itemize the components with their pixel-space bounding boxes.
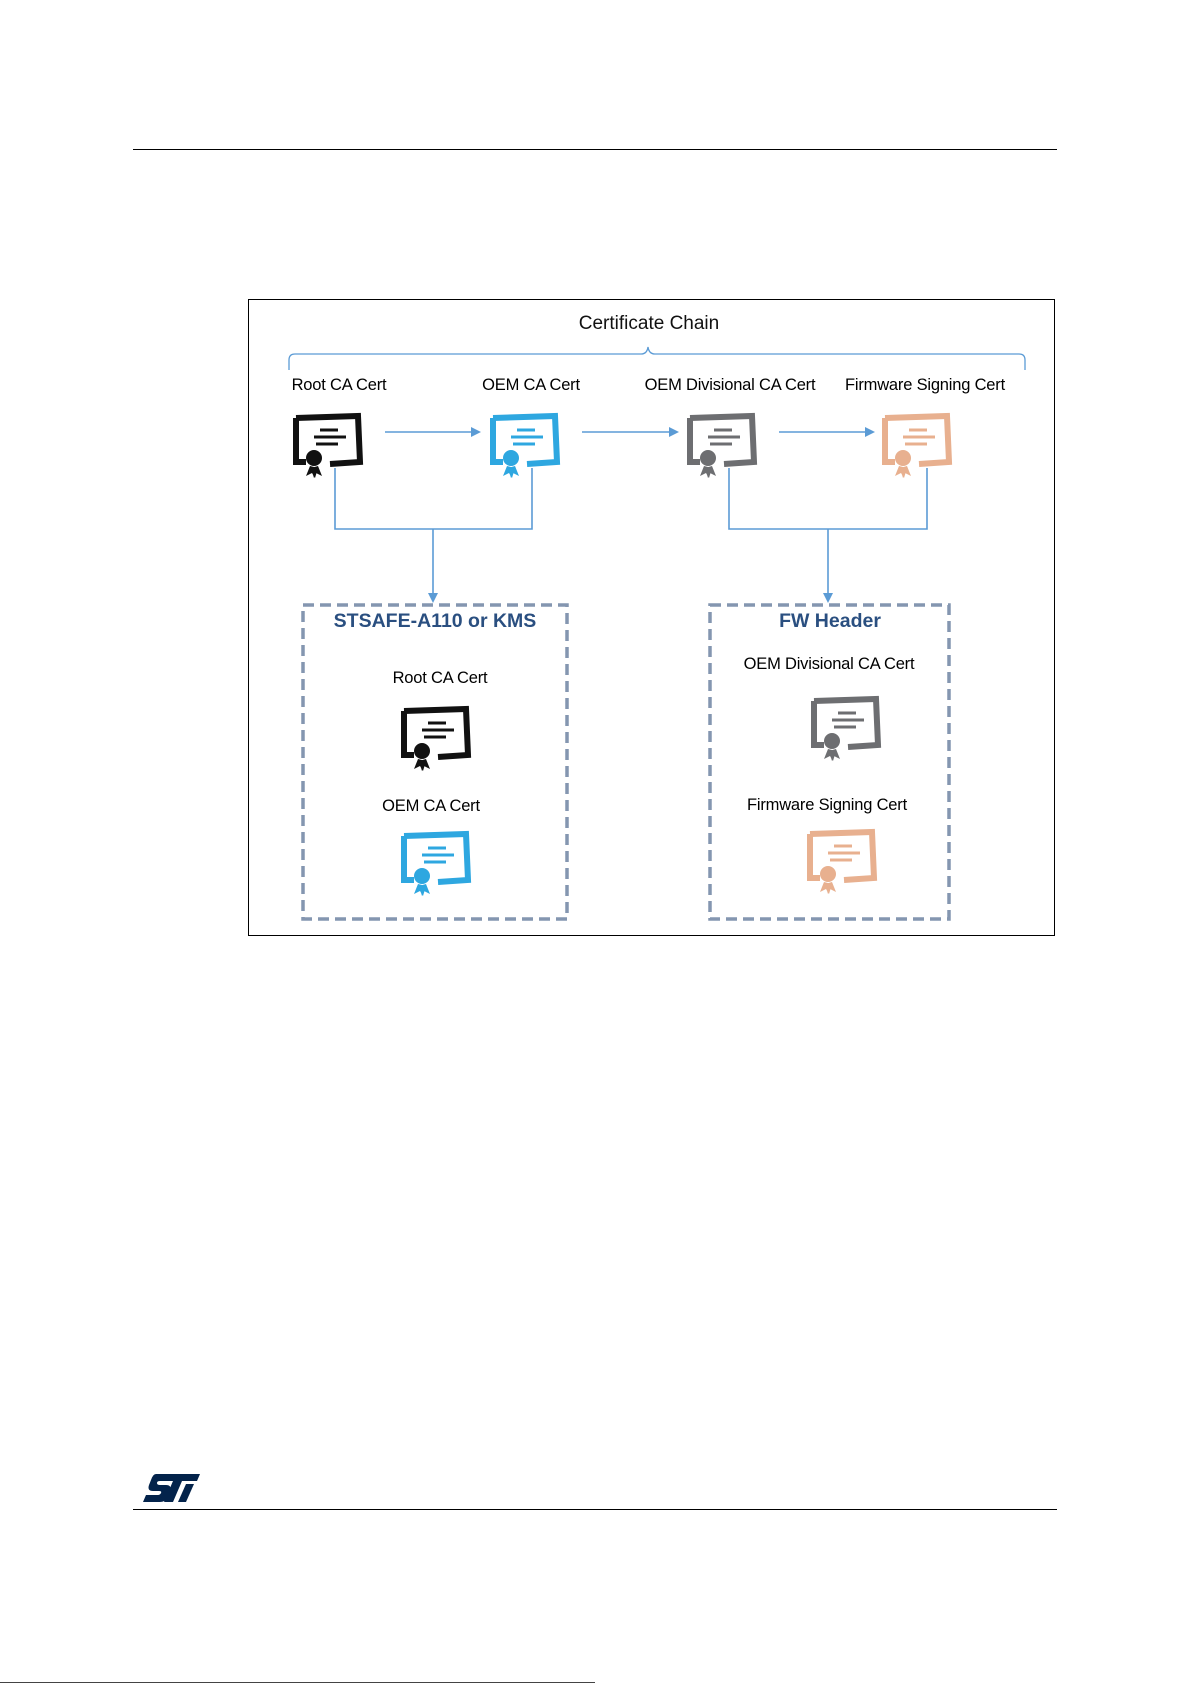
- left-box-item-root-ca: Root CA Cert: [392, 669, 488, 687]
- st-logo: [142, 1472, 202, 1504]
- header-rule: [133, 149, 1057, 150]
- box-oem-ca-certificate-icon: [404, 834, 468, 896]
- box-firmware-signing-certificate-icon: [810, 832, 874, 894]
- right-box-title: FW Header: [779, 610, 881, 632]
- right-connector: [729, 468, 927, 529]
- left-box-item-oem-ca: OEM CA Cert: [382, 797, 480, 815]
- box-oem-divisional-ca-certificate-icon: [814, 699, 878, 761]
- footer-rule: [133, 1509, 1057, 1510]
- root-ca-certificate-icon: [296, 416, 360, 478]
- chain-title: Certificate Chain: [578, 313, 720, 334]
- chain-label-root-ca: Root CA Cert: [291, 376, 387, 394]
- chain-label-oem-ca: OEM CA Cert: [482, 376, 580, 394]
- oem-divisional-ca-certificate-icon: [690, 416, 754, 478]
- left-connector: [335, 468, 532, 529]
- certificate-chain-figure: [248, 299, 1055, 936]
- bottom-strip: [0, 1680, 1191, 1685]
- chain-label-firmware-signing: Firmware Signing Cert: [845, 376, 1005, 394]
- chain-brace: [289, 347, 1025, 370]
- left-storage-box: [303, 605, 567, 919]
- right-box-item-oem-divisional-ca: OEM Divisional CA Cert: [743, 655, 915, 673]
- firmware-signing-certificate-icon: [885, 416, 949, 478]
- right-box-item-firmware-signing: Firmware Signing Cert: [747, 796, 907, 814]
- chain-label-oem-divisional-ca: OEM Divisional CA Cert: [644, 376, 816, 394]
- oem-ca-certificate-icon: [493, 416, 557, 478]
- left-box-title: STSAFE-A110 or KMS: [333, 610, 537, 632]
- box-root-ca-certificate-icon: [404, 709, 468, 771]
